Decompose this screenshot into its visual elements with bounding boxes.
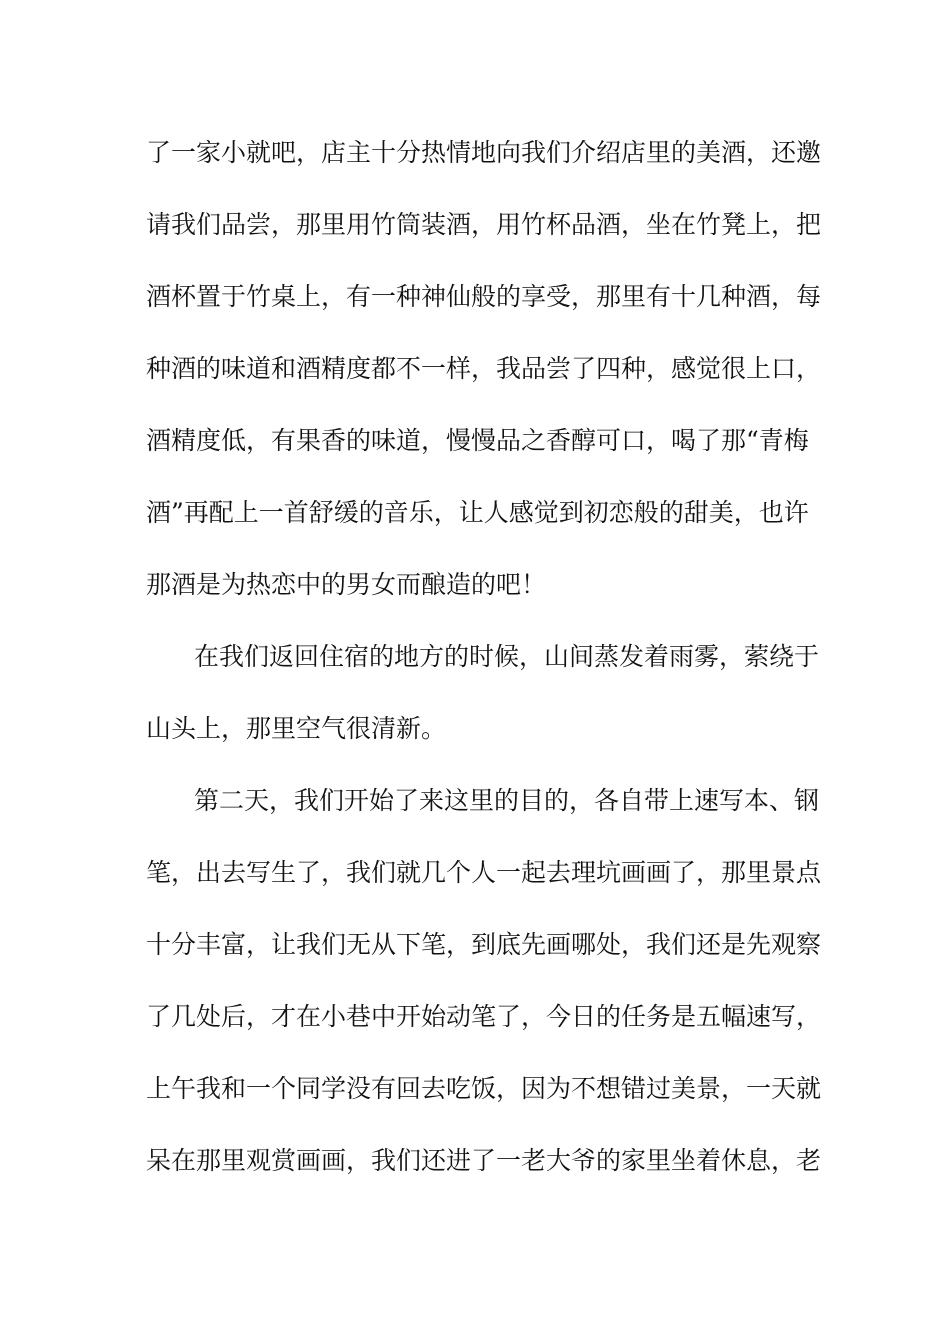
paragraph-3-line-1: 第二天，我们开始了来这里的目的，各自带上速写本、钢 bbox=[194, 786, 820, 815]
paragraph-3-line-4: 了几处后，才在小巷中开始动笔了，今日的任务是五幅速写， bbox=[146, 1002, 822, 1031]
text-line-4: 种酒的味道和酒精度都不一样，我品尝了四种，感觉很上口， bbox=[146, 354, 822, 383]
paragraph-3-line-6: 呆在那里观赏画画，我们还进了一老大爷的家里坐着休息，老 bbox=[146, 1146, 822, 1175]
paragraph-2-line-2: 山头上，那里空气很清新。 bbox=[146, 714, 447, 743]
paragraph-3-line-5: 上午我和一个同学没有回去吃饭，因为不想错过美景，一天就 bbox=[146, 1074, 822, 1103]
paragraph-3-line-2: 笔，出去写生了，我们就几个人一起去理坑画画了，那里景点 bbox=[146, 858, 822, 887]
paragraph-2-line-1: 在我们返回住宿的地方的时候，山间蒸发着雨雾，萦绕于 bbox=[194, 642, 820, 671]
text-line-3: 酒杯置于竹桌上，有一种神仙般的享受，那里有十几种酒，每 bbox=[146, 282, 822, 311]
text-line-7: 那酒是为热恋中的男女而酿造的吧！ bbox=[146, 570, 547, 599]
text-line-1: 了一家小就吧，店主十分热情地向我们介绍店里的美酒，还邀 bbox=[146, 138, 822, 167]
text-line-6: 酒”再配上一首舒缓的音乐，让人感觉到初恋般的甜美，也许 bbox=[146, 498, 809, 527]
text-line-5: 酒精度低，有果香的味道，慢慢品之香醇可口，喝了那“青梅 bbox=[146, 426, 809, 455]
paragraph-3-line-3: 十分丰富，让我们无从下笔，到底先画哪处，我们还是先观察 bbox=[146, 930, 822, 959]
text-line-2: 请我们品尝，那里用竹筒装酒，用竹杯品酒，坐在竹凳上，把 bbox=[146, 210, 822, 239]
